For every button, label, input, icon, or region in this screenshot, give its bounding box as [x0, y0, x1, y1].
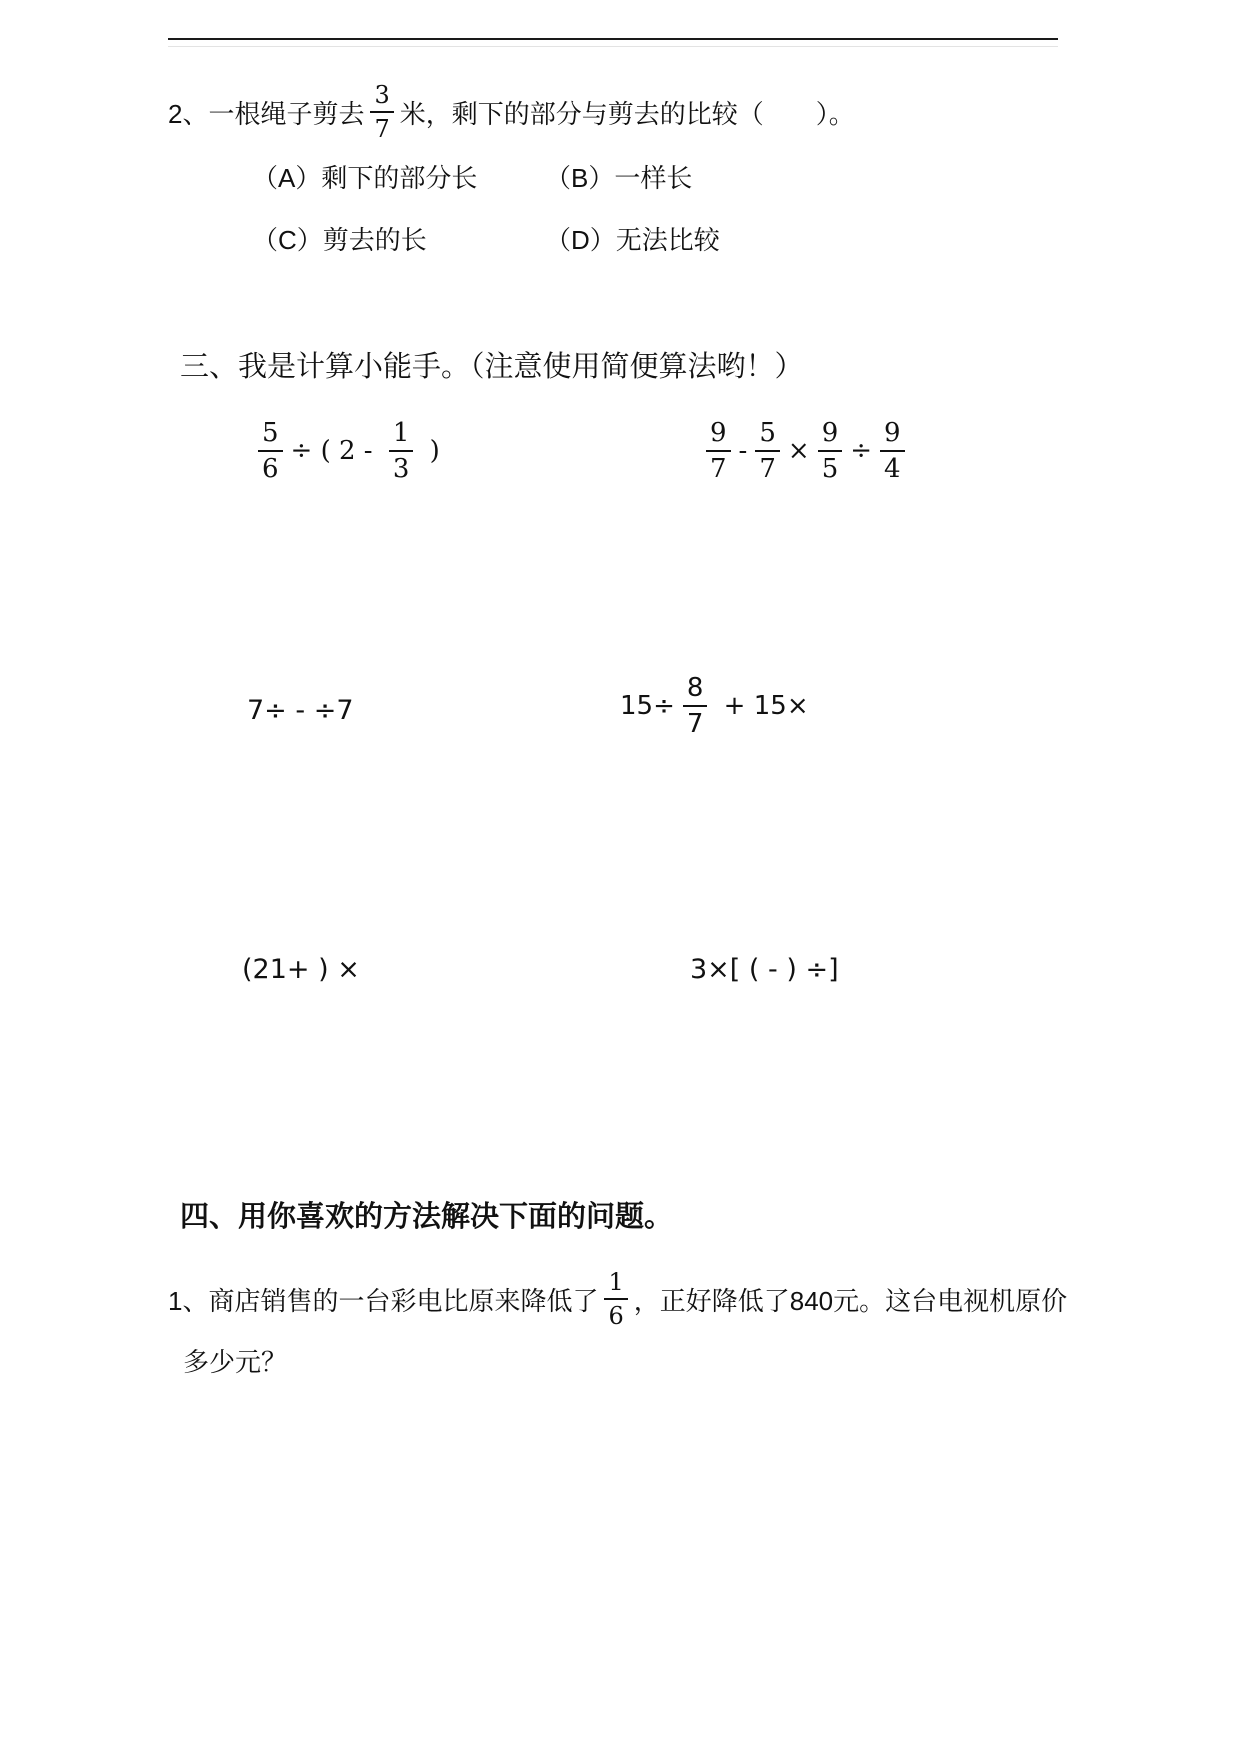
calc-problem-6 [688, 944, 841, 994]
math-text: + 15× [715, 691, 809, 721]
math-text: 3×[ ( - ) ÷] [690, 953, 839, 985]
question-1-suffix: ，正好降低了840元。这台电视机原价 [633, 1285, 1068, 1316]
calc-problem-1 [252, 404, 442, 498]
math-text: 15÷ [620, 691, 675, 721]
fraction-denominator: 7 [755, 450, 780, 482]
question-1-line2: 多少元？ [183, 1347, 288, 1377]
fraction [683, 675, 708, 737]
section-4-heading: 四、用你喜欢的方法解决下面的问题。 [180, 1201, 674, 1233]
calc-problem-4 [618, 664, 811, 748]
question-2-prefix: 2、一根绳子剪去 [168, 98, 365, 129]
section-3-heading: 三、我是计算小能手。（注意使用简便算法哟！） [180, 351, 804, 383]
fraction [389, 420, 414, 482]
fraction-numerator: 5 [759, 418, 776, 448]
math-text: (21+ ) × [242, 953, 360, 985]
fraction-numerator: 1 [608, 1268, 624, 1296]
fraction [880, 420, 905, 482]
fraction-denominator: 7 [706, 450, 731, 482]
option-a: （A）剩下的部分长 [252, 163, 478, 193]
fraction-numerator: 5 [262, 418, 279, 448]
question-2-line [168, 70, 855, 154]
fraction [258, 420, 283, 482]
fraction-numerator: 9 [884, 418, 901, 448]
math-text: × [787, 436, 810, 466]
fraction-denominator: 3 [389, 450, 414, 482]
calc-problem-2 [700, 404, 911, 498]
fraction [706, 420, 731, 482]
question-1-line [168, 1252, 1067, 1346]
calc-problem-5 [240, 944, 362, 994]
fraction-denominator: 5 [818, 450, 843, 482]
math-text: ) [421, 436, 440, 466]
math-text: 7÷ - ÷7 [247, 694, 354, 726]
header-divider-line [168, 38, 1058, 40]
math-text: - [738, 436, 748, 466]
fraction-numerator: 8 [686, 673, 704, 703]
math-text: ÷ [850, 436, 873, 466]
fraction [755, 420, 780, 482]
fraction-3-7 [370, 83, 393, 141]
header-divider-shadow [168, 46, 1058, 47]
fraction [818, 420, 843, 482]
fraction-numerator: 1 [392, 418, 410, 448]
option-d: （D）无法比较 [545, 225, 720, 255]
question-2-suffix: 米，剩下的部分与剪去的比较（ ）。 [399, 98, 855, 129]
question-1-prefix: 1、商店销售的一台彩电比原来降低了 [168, 1285, 599, 1316]
fraction-denominator: 7 [683, 705, 708, 737]
fraction-numerator: 3 [374, 81, 390, 109]
option-b: （B）一样长 [545, 163, 693, 193]
option-c: （C）剪去的长 [252, 225, 427, 255]
fraction-1-6 [604, 1270, 627, 1328]
math-text: ÷ ( 2 - [290, 436, 381, 466]
fraction-denominator: 4 [880, 450, 905, 482]
fraction-denominator: 6 [258, 450, 283, 482]
fraction-numerator: 9 [710, 418, 727, 448]
fraction-numerator: 9 [821, 418, 839, 448]
calc-problem-3 [245, 678, 356, 742]
fraction-denominator: 7 [370, 111, 393, 141]
fraction-denominator: 6 [604, 1298, 627, 1328]
